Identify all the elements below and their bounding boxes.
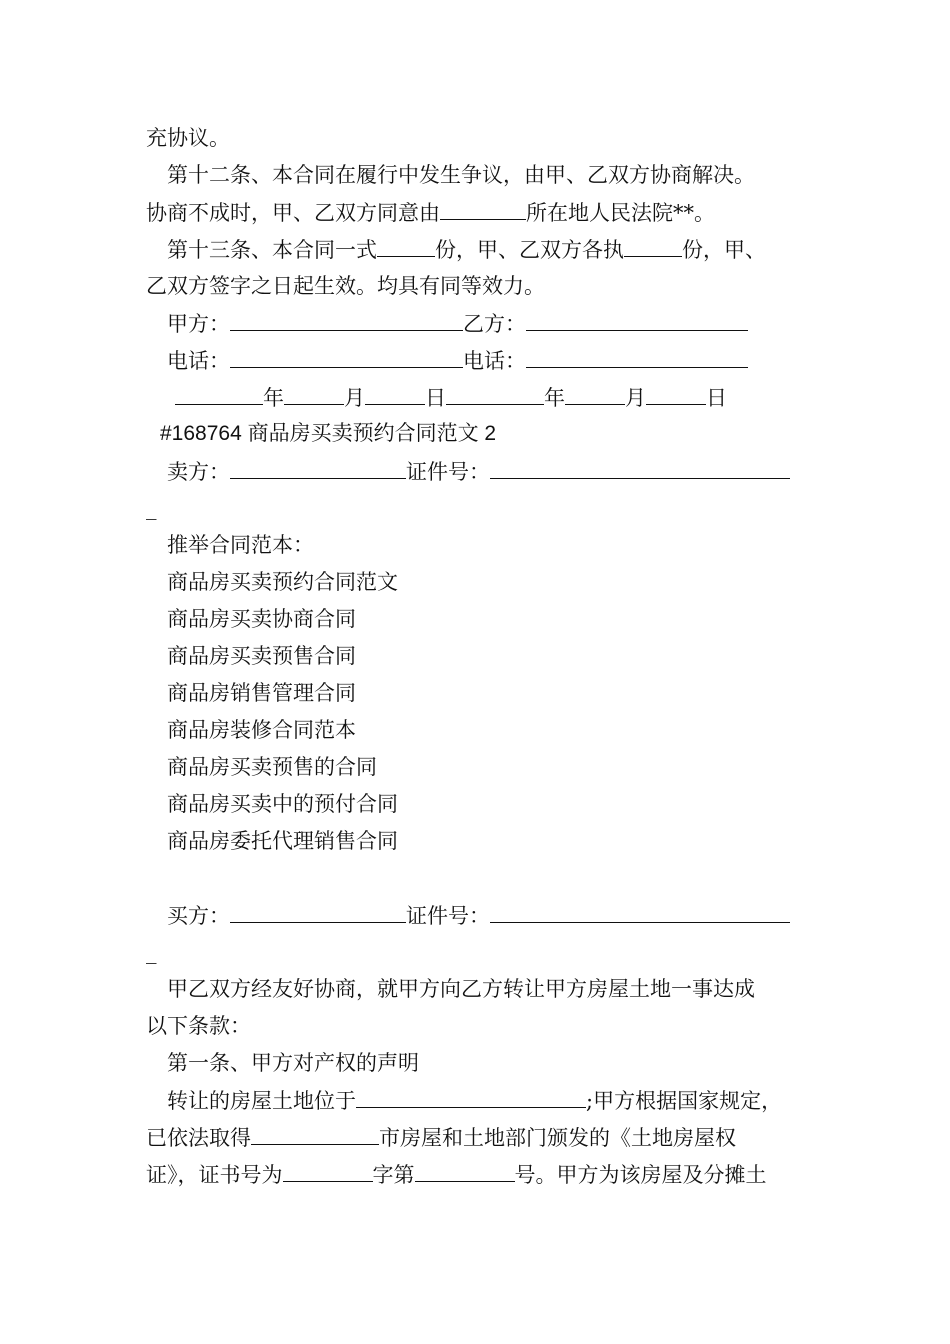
day-label: 日 (706, 386, 727, 410)
id-label: 证件号： (406, 904, 490, 928)
text-segment: 协商不成时，甲、乙双方同意由 (146, 201, 440, 225)
blank-copies-each[interactable] (624, 234, 682, 257)
blank-cert-prefix[interactable] (283, 1159, 373, 1182)
blank-city[interactable] (251, 1122, 379, 1145)
blank-court-location[interactable] (440, 197, 526, 220)
underscore-line: _ (146, 496, 157, 520)
seller-blank[interactable] (230, 456, 406, 479)
party-b-blank[interactable] (526, 308, 748, 331)
text-line (146, 1159, 767, 1189)
date-line (175, 382, 727, 412)
clause-12: 第十二条、本合同在履行中发生争议，由甲、乙双方协商解决。 (167, 163, 755, 187)
phone-b-label: 电话： (463, 349, 526, 373)
recommend-link[interactable]: 商品房买卖中的预付合同 (167, 792, 398, 816)
text-segment: 份，甲、乙双方各执 (435, 238, 624, 262)
recommend-link[interactable]: 商品房销售管理合同 (167, 681, 356, 705)
buyer-blank[interactable] (230, 900, 406, 923)
year-blank[interactable] (446, 382, 544, 405)
text-line (146, 197, 715, 227)
text-line: 乙双方签字之日起生效。均具有同等效力。 (146, 274, 545, 298)
party-line (167, 308, 748, 338)
month-blank[interactable] (565, 382, 625, 405)
text-segment: 号。甲方为该房屋及分摊土 (514, 1163, 767, 1187)
seller-line (167, 456, 790, 486)
recommend-link[interactable]: 商品房装修合同范本 (167, 718, 356, 742)
id-blank[interactable] (490, 456, 790, 479)
month-blank[interactable] (284, 382, 344, 405)
text-line: 充协议。 (146, 126, 230, 150)
party-b-label: 乙方： (463, 312, 526, 336)
id-blank[interactable] (490, 900, 790, 923)
party-a-label: 甲方： (167, 312, 230, 336)
underscore-line: _ (146, 940, 157, 964)
text-line (146, 1122, 736, 1152)
blank-cert-number[interactable] (415, 1159, 515, 1182)
text-segment: ;甲方根据国家规定， (586, 1089, 783, 1113)
clause-1-title: 第一条、甲方对产权的声明 (167, 1051, 419, 1075)
phone-b-blank[interactable] (526, 345, 748, 368)
phone-a-blank[interactable] (230, 345, 463, 368)
recommend-link[interactable]: 商品房买卖协商合同 (167, 607, 356, 631)
day-blank[interactable] (646, 382, 706, 405)
text-segment: 字第 (372, 1163, 415, 1187)
buyer-label: 买方： (167, 904, 230, 928)
section-title: #168764 商品房买卖预约合同范文 2 (160, 422, 497, 445)
text-segment: 已依法取得 (146, 1126, 251, 1150)
month-label: 月 (344, 386, 365, 410)
phone-a-label: 电话： (167, 349, 230, 373)
text-line (167, 1085, 782, 1115)
recommend-link[interactable]: 商品房买卖预售合同 (167, 644, 356, 668)
text-segment: 市房屋和土地部门颁发的《土地房屋权 (379, 1126, 736, 1150)
recommend-link[interactable]: 商品房买卖预约合同范文 (167, 570, 398, 594)
month-label: 月 (625, 386, 646, 410)
blank-copies-total[interactable] (377, 234, 435, 257)
text-line: 甲乙双方经友好协商，就甲方向乙方转让甲方房屋土地一事达成 (167, 977, 755, 1001)
blank-location[interactable] (356, 1085, 586, 1108)
text-segment: 份，甲、 (682, 238, 766, 262)
text-line: 以下条款： (146, 1014, 251, 1038)
text-segment: 转让的房屋土地位于 (167, 1089, 356, 1113)
text-segment: 第十三条、本合同一式 (167, 238, 377, 262)
buyer-line (167, 900, 790, 930)
day-label: 日 (425, 386, 446, 410)
text-segment: 所在地人民法院**。 (526, 201, 715, 225)
year-blank[interactable] (175, 382, 263, 405)
day-blank[interactable] (365, 382, 425, 405)
phone-line (167, 345, 748, 375)
seller-label: 卖方： (167, 460, 230, 484)
recommend-link[interactable]: 商品房买卖预售的合同 (167, 755, 377, 779)
recommend-link[interactable]: 商品房委托代理销售合同 (167, 829, 398, 853)
party-a-blank[interactable] (230, 308, 463, 331)
recommend-heading: 推举合同范本： (167, 533, 314, 557)
clause-13 (167, 234, 766, 264)
text-segment: 证》，证书号为 (146, 1163, 283, 1187)
id-label: 证件号： (406, 460, 490, 484)
year-label: 年 (263, 386, 284, 410)
year-label: 年 (544, 386, 565, 410)
